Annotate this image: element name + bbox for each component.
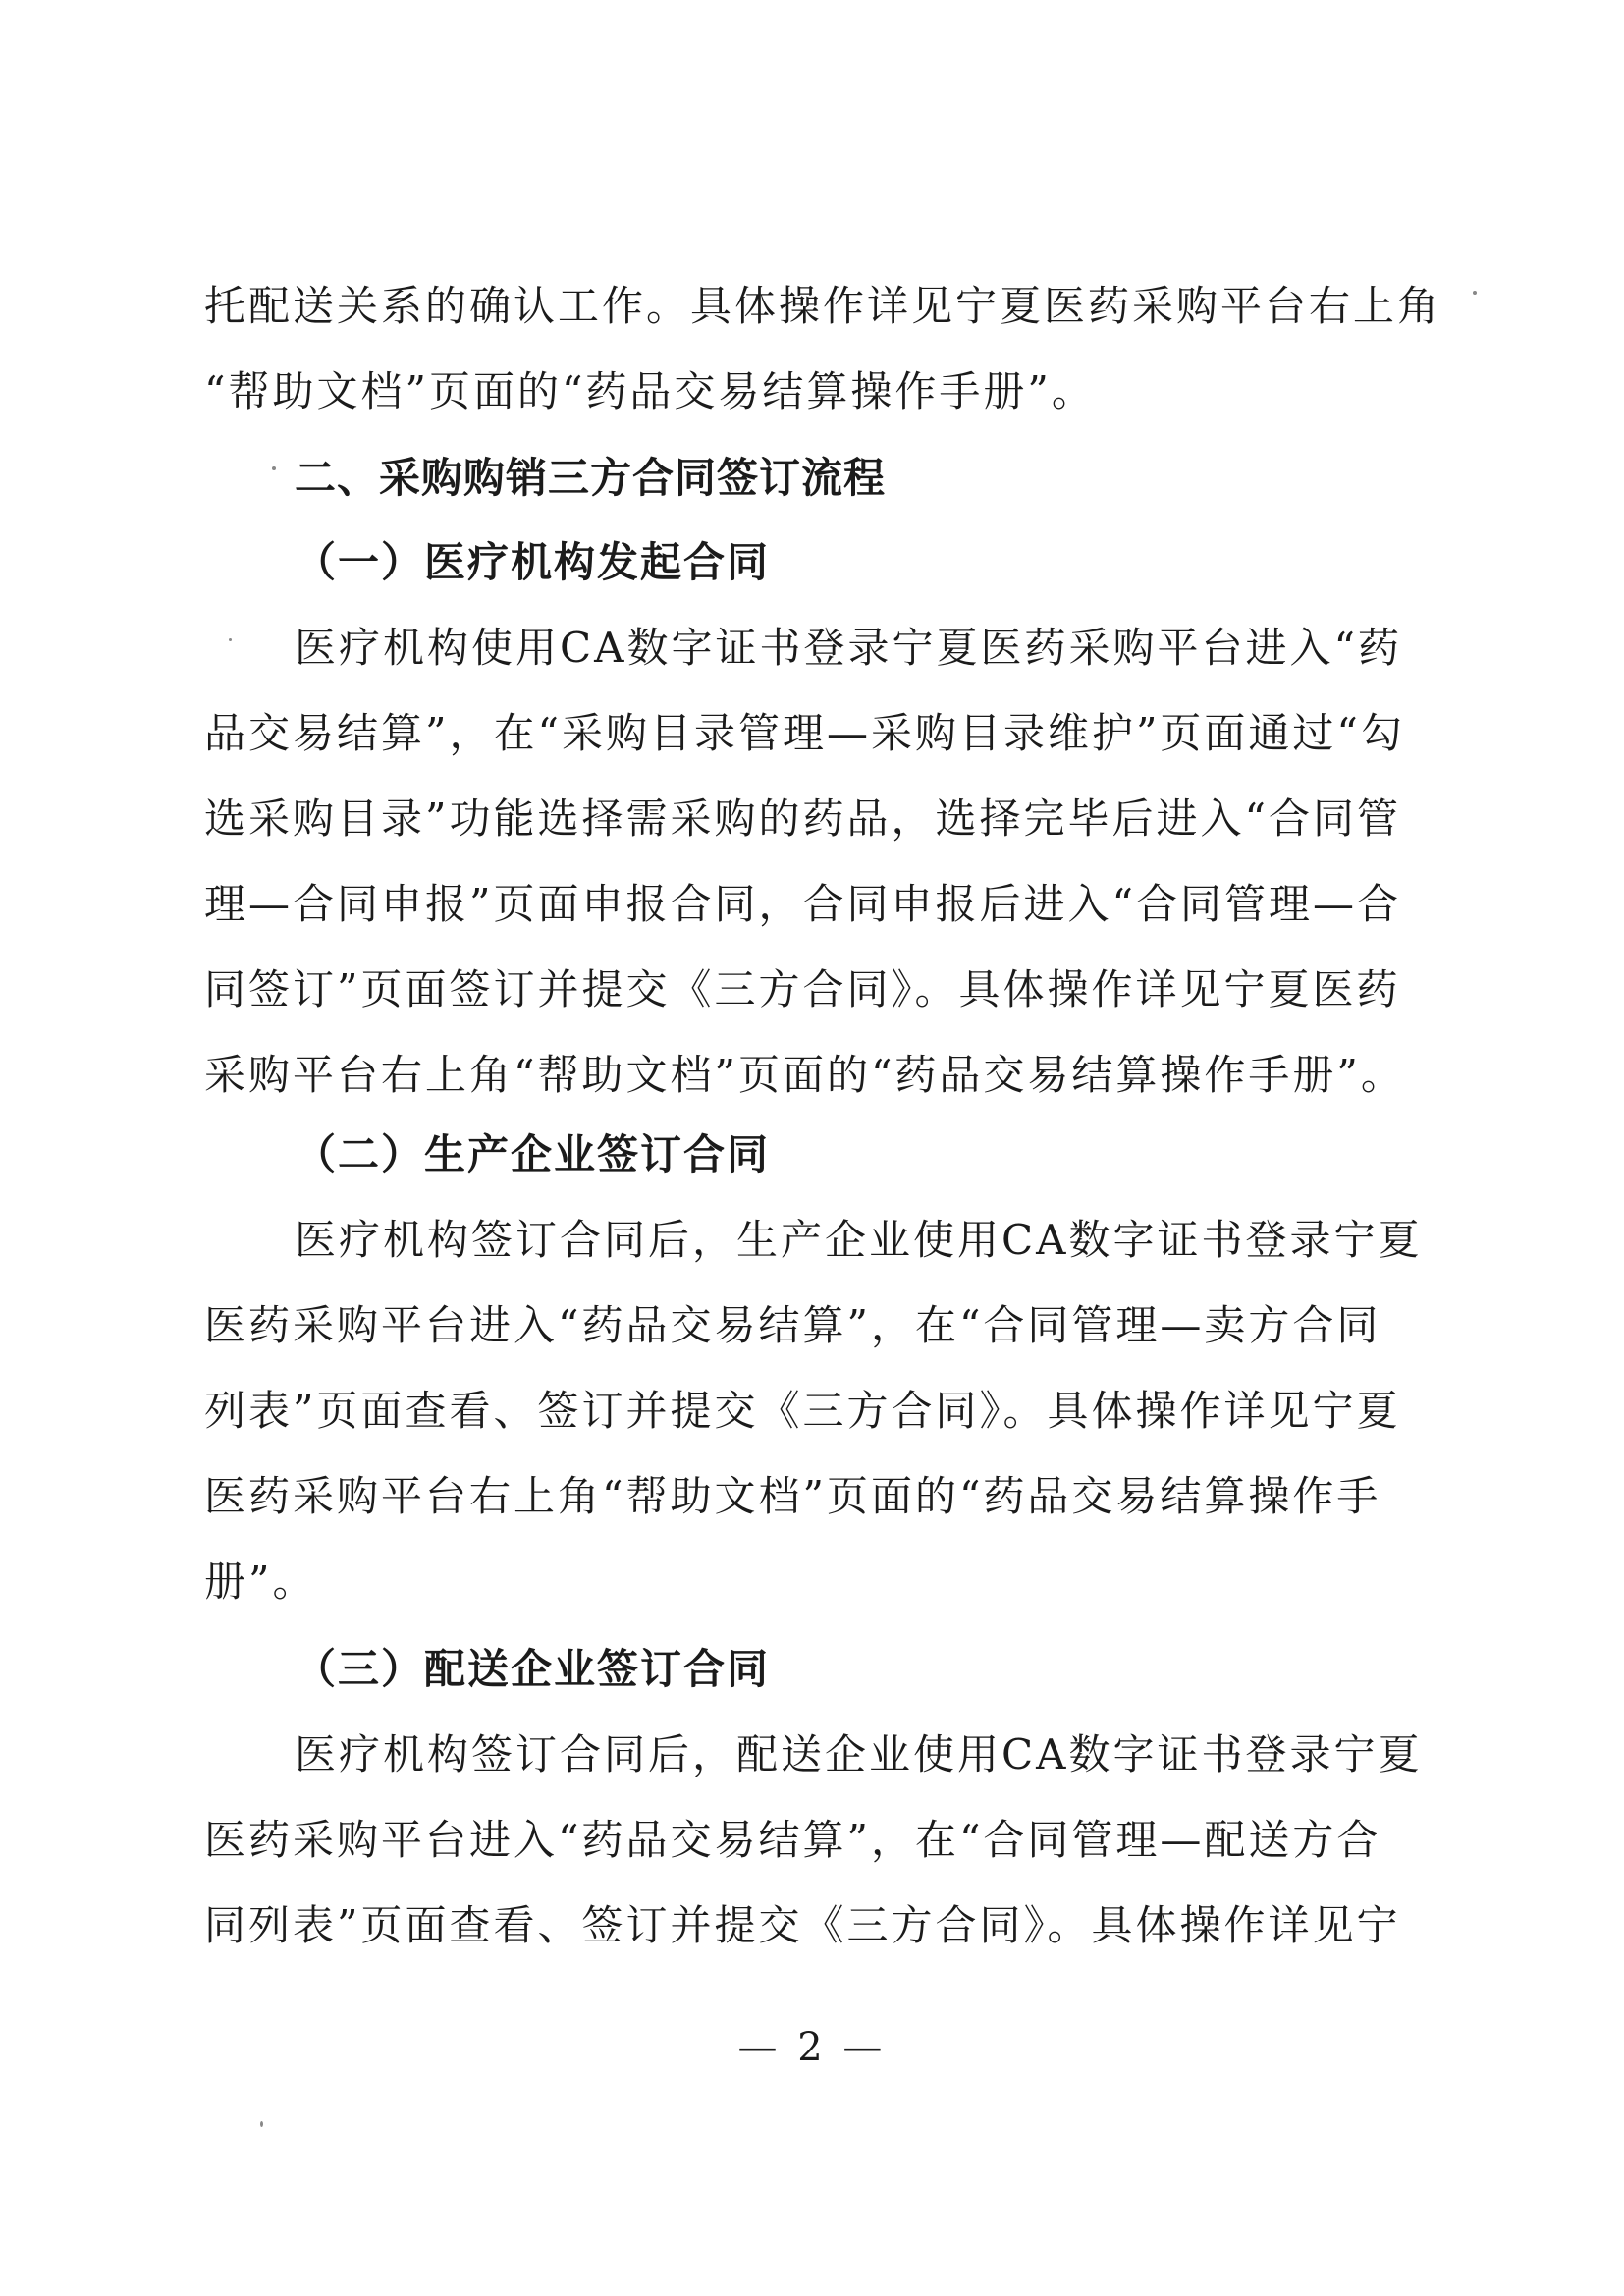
scan-speck bbox=[272, 466, 276, 470]
section-heading: 二、采购购销三方合同签订流程 bbox=[295, 454, 887, 502]
body-line: 采购平台右上角“帮助文档”页面的“药品交易结算操作手册”。 bbox=[204, 1051, 1405, 1099]
body-line: 医疗机构签订合同后，配送企业使用CA数字证书登录宁夏 bbox=[295, 1730, 1423, 1778]
body-line: 列表”页面查看、签订并提交《三方合同》。具体操作详见宁夏 bbox=[204, 1387, 1401, 1435]
body-line: 托配送关系的确认工作。具体操作详见宁夏医药采购平台右上角 bbox=[204, 282, 1442, 330]
body-line: 理—合同申报”页面申报合同，合同申报后进入“合同管理—合 bbox=[204, 880, 1401, 928]
body-line: 医药采购平台进入“药品交易结算”，在“合同管理—卖方合同 bbox=[204, 1301, 1381, 1349]
subsection-heading: （二）生产企业签订合同 bbox=[295, 1130, 771, 1178]
body-line: 医药采购平台右上角“帮助文档”页面的“药品交易结算操作手 bbox=[204, 1472, 1381, 1520]
body-line: 同签订”页面签订并提交《三方合同》。具体操作详见宁夏医药 bbox=[204, 965, 1401, 1013]
subsection-heading: （一）医疗机构发起合同 bbox=[295, 538, 771, 586]
scan-speck bbox=[229, 638, 232, 641]
scan-speck bbox=[260, 2121, 263, 2127]
body-line: 医药采购平台进入“药品交易结算”，在“合同管理—配送方合 bbox=[204, 1816, 1381, 1864]
body-line: 选采购目录”功能选择需采购的药品，选择完毕后进入“合同管 bbox=[204, 794, 1401, 843]
body-line: 医疗机构签订合同后，生产企业使用CA数字证书登录宁夏 bbox=[295, 1216, 1423, 1264]
body-line: “帮助文档”页面的“药品交易结算操作手册”。 bbox=[204, 367, 1096, 415]
scan-speck bbox=[1473, 291, 1477, 295]
body-line: 品交易结算”，在“采购目录管理—采购目录维护”页面通过“勾 bbox=[204, 709, 1405, 757]
page-number: — 2 — bbox=[737, 2025, 887, 2070]
subsection-heading: （三）配送企业签订合同 bbox=[295, 1645, 771, 1693]
body-line: 医疗机构使用CA数字证书登录宁夏医药采购平台进入“药 bbox=[295, 624, 1402, 672]
body-line: 同列表”页面查看、签订并提交《三方合同》。具体操作详见宁 bbox=[204, 1901, 1401, 1949]
body-line: 册”。 bbox=[204, 1558, 317, 1606]
